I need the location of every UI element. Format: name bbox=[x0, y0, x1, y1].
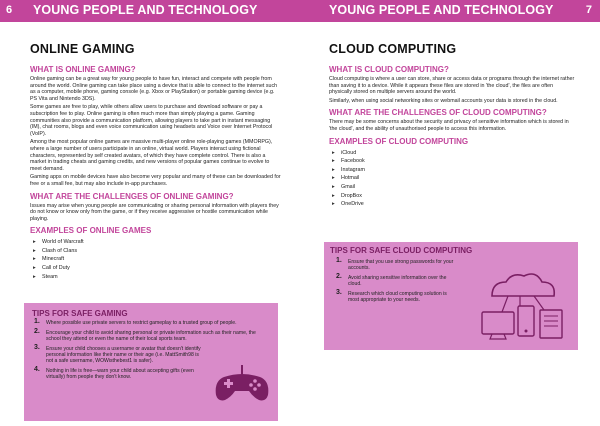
online-gaming-paragraph: Gaming apps on mobile devices have also become very popular and many of these can be downloaded for free or a small fee, but may also include in-app purchases. bbox=[30, 174, 281, 187]
list-item: ▸ OneDrive bbox=[329, 200, 577, 209]
safe-cloud-tips-heading: TIPS FOR SAFE CLOUD COMPUTING bbox=[330, 246, 473, 255]
right-page-number: 7 bbox=[585, 4, 592, 16]
tip-text: Where possible use private servers to restrict gameplay to a trusted group of people. bbox=[46, 320, 237, 326]
list-item: ▸ Call of Duty bbox=[30, 264, 282, 273]
online-gaming-paragraph: Online gaming can be a great way for young people to have fun, interact and compete with people from around the world. Online gaming can take place using a device that is able to connect to the internet such as a computer, mobile phone, gaming console (e.g. Xbox or PlayStation) or portable gaming device (e.g. PS Vita and Nintendo 3DS). bbox=[30, 76, 278, 102]
safe-cloud-tips-list bbox=[336, 259, 456, 307]
list-item: ▸ iCloud bbox=[329, 149, 577, 158]
list-item: ▸ DropBox bbox=[329, 192, 577, 201]
tip-text: Nothing in life is free—warn your child about accepting gifts (even virtually) from people they don't know. bbox=[46, 367, 194, 380]
tip-item bbox=[336, 288, 456, 304]
left-header-title: YOUNG PEOPLE AND TECHNOLOGY bbox=[33, 3, 258, 17]
tip-item bbox=[34, 365, 206, 380]
right-header-title: YOUNG PEOPLE AND TECHNOLOGY bbox=[329, 3, 554, 17]
cloud-computing-challenges-heading: WHAT ARE THE CHALLENGES OF CLOUD COMPUTING? bbox=[329, 108, 547, 118]
what-is-online-gaming-heading: WHAT IS ONLINE GAMING? bbox=[30, 65, 136, 74]
list-item: ▸ World of Warcraft bbox=[30, 238, 282, 247]
tip-number: 2. bbox=[34, 327, 40, 335]
tip-text: Ensure your child chooses a username or avatar that doesn't identify personal information like their name or their age (i.e. MattSmith98 is not a safe username, WOWisthebest1 is safer). bbox=[46, 345, 201, 365]
cloud-computing-examples-list bbox=[329, 149, 577, 209]
cloud-computing-challenges-text: There may be some concerns about the security and privacy of sensitive information which is stored in 'the cloud', and the ability of unauthorised people to access this information. bbox=[329, 119, 569, 132]
list-item: ▸ Facebook bbox=[329, 157, 577, 166]
tip-number: 2. bbox=[336, 272, 342, 280]
tip-text: Avoid sharing sensitive information over the cloud. bbox=[348, 274, 447, 288]
gamepad-icon bbox=[212, 361, 272, 403]
tip-text: Encourage your child to avoid sharing personal or private information such as their name, the school they attend or even the name of their local sports team. bbox=[46, 329, 256, 342]
what-is-cloud-computing-heading: WHAT IS CLOUD COMPUTING? bbox=[329, 65, 449, 74]
cloud-computing-title: CLOUD COMPUTING bbox=[329, 42, 457, 56]
online-games-examples-list bbox=[30, 238, 282, 281]
tip-item bbox=[34, 327, 266, 342]
tip-item bbox=[34, 320, 266, 326]
cloud-computing-section bbox=[329, 42, 577, 211]
list-item: ▸ Clash of Clans bbox=[30, 247, 282, 256]
tip-number: 1. bbox=[336, 257, 342, 264]
online-gaming-paragraph: Some games are free to play, while others allow users to purchase and download software or pay a subscription fee to play. Online gaming is often much more than simply playing a game. Gaming communities also provide a communication platform, allowing players to take part in instant messaging (IM), chat rooms, blogs and even voice communication using headsets and Voice over Internet Protocol (VoIP). bbox=[30, 104, 273, 137]
online-gaming-title: ONLINE GAMING bbox=[30, 42, 135, 56]
cloud-computing-icon bbox=[462, 266, 572, 344]
online-games-examples-heading: EXAMPLES OF ONLINE GAMES bbox=[30, 226, 152, 236]
safe-cloud-tips-box bbox=[324, 242, 578, 350]
cloud-computing-paragraph: Cloud computing is where a user can store, share or access data or programs through the internet rather than saving it to a device. While it appears these files are stored in 'the cloud', the files are often physically stored on multiple servers around the world. bbox=[329, 76, 575, 96]
tip-number: 4. bbox=[34, 365, 40, 373]
list-item: ▸ Gmail bbox=[329, 183, 577, 192]
cloud-computing-paragraph: Similarly, when using social networking sites or webmail accounts your data is stored in the cloud. bbox=[329, 97, 558, 104]
list-item: ▸ Hotmail bbox=[329, 174, 577, 183]
safe-gaming-tips-heading: TIPS FOR SAFE GAMING bbox=[32, 309, 128, 318]
left-page-number: 6 bbox=[6, 4, 13, 16]
tip-item bbox=[336, 272, 456, 288]
list-item: ▸ Instagram bbox=[329, 166, 577, 175]
safe-gaming-tips-box bbox=[24, 303, 278, 421]
tip-text: Ensure that you use strong passwords for your accounts. bbox=[348, 259, 454, 272]
online-gaming-challenges-text: Issues may arise when young people are communicating or sharing personal information with players they do not know or know only from the game, or if they receive aggressive or hostile communication while playing. bbox=[30, 202, 279, 222]
tip-text: Research which cloud computing solution is most appropriate to your needs. bbox=[348, 290, 447, 304]
tip-number: 1. bbox=[34, 318, 40, 325]
online-gaming-section bbox=[30, 42, 282, 283]
tip-number: 3. bbox=[34, 343, 40, 351]
tip-item bbox=[336, 259, 456, 271]
safe-gaming-tips-list bbox=[34, 318, 256, 384]
tip-number: 3. bbox=[336, 288, 342, 296]
online-gaming-challenges-heading: WHAT ARE THE CHALLENGES OF ONLINE GAMING? bbox=[30, 191, 234, 201]
cloud-computing-examples-heading: EXAMPLES OF CLOUD COMPUTING bbox=[329, 136, 469, 146]
online-gaming-paragraph: Among the most popular online games are massive multi-player online role-playing games (MMORPG), where a large number of users participate in an online, virtual world. Players interact using fictional characters, represented by self created avatars, of which they have complete control. There is also a market in trading cheats and gaming credits, and new versions of popular games continue to evolve to meet demand. bbox=[30, 139, 273, 172]
list-item: ▸ Minecraft bbox=[30, 255, 282, 264]
tip-item bbox=[34, 343, 206, 365]
list-item: ▸ Steam bbox=[30, 273, 282, 282]
page-header bbox=[0, 0, 600, 22]
